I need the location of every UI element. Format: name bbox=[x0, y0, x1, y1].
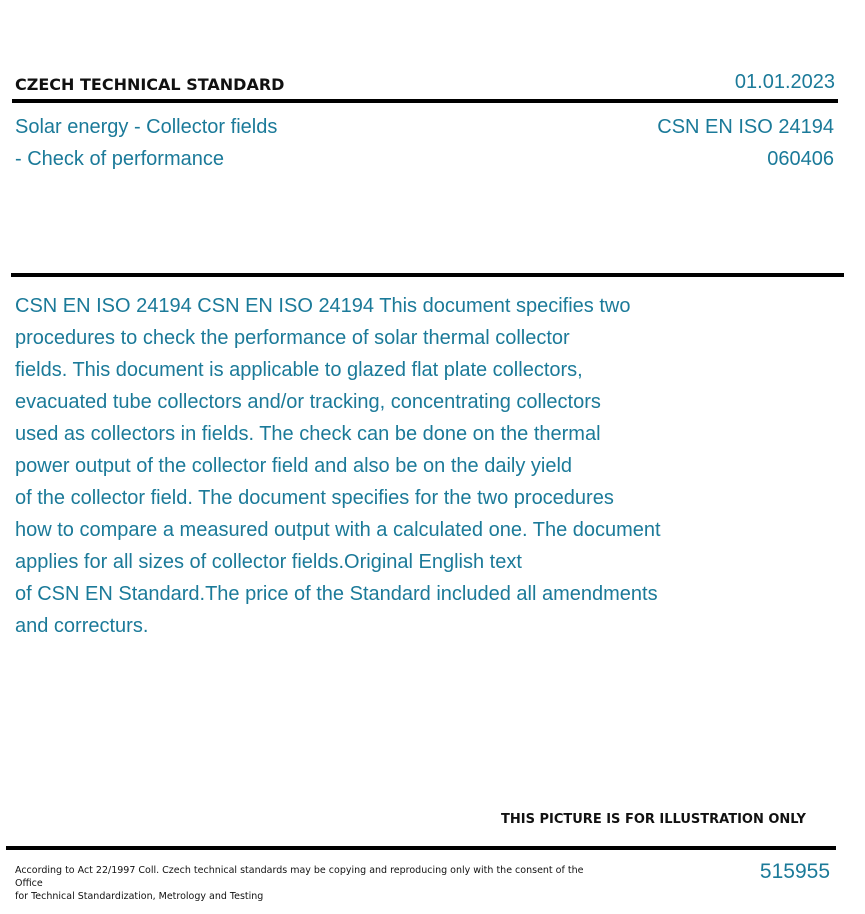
standard-number: CSN EN ISO 24194 bbox=[657, 116, 834, 138]
middle-divider bbox=[11, 273, 844, 277]
catalog-code: 515955 bbox=[759, 860, 830, 883]
bottom-divider bbox=[6, 846, 836, 850]
standard-title-line-2: - Check of performance bbox=[15, 148, 224, 170]
document-heading: CZECH TECHNICAL STANDARD bbox=[15, 75, 285, 94]
legal-notice: According to Act 22/1997 Coll. Czech technical standards may be copying and reproducing only with the consent of the Office for Technical Standardization, Metrology and Testing bbox=[15, 865, 584, 902]
illustration-note: THIS PICTURE IS FOR ILLUSTRATION ONLY bbox=[501, 812, 806, 827]
standard-title-line-1: Solar energy - Collector fields bbox=[15, 116, 278, 138]
classification-code: 060406 bbox=[767, 148, 834, 170]
abstract-text: CSN EN ISO 24194 CSN EN ISO 24194 This document specifies two procedures to check the performance of solar thermal collector fields. This document is applicable to glazed flat plate collectors, evacuated tube collectors and/or tracking, concentrating collectors used as collectors in fields. The check can be done on the thermal power output of the collector field and also be on the daily yield of the collector field. The document specifies for the two procedures how to compare a measured output with a calculated one. The document applies for all sizes of collector fields.Original English text of CSN EN Standard.The price of the Standard included all amendments and correcturs. bbox=[15, 295, 661, 637]
issue-date: 01.01.2023 bbox=[734, 71, 835, 93]
top-divider bbox=[12, 99, 838, 103]
